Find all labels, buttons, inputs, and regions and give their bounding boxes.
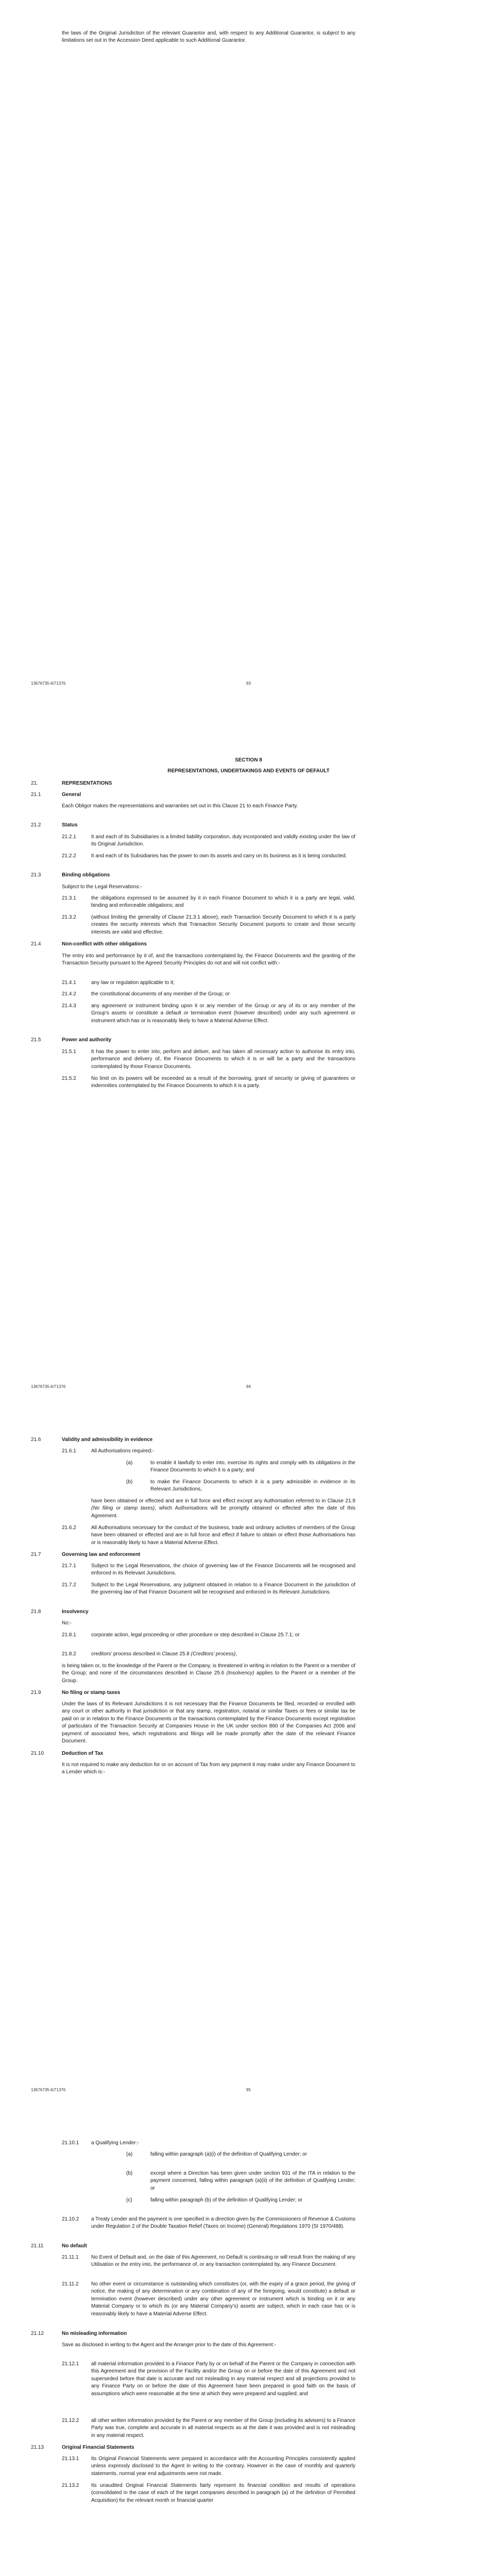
text-run: the obligations expressed to be assumed by it in each Finance Document to which it is a party are legal, valid, binding and enforceable obligations; and	[91, 895, 355, 909]
text-run: applies to the Parent or a member of the Group.	[62, 1670, 355, 1684]
clause-number: 21.4.2	[62, 991, 76, 997]
clause-paragraph	[91, 895, 355, 910]
text-run: Save as disclosed in writing to the Agent and the Arranger prior to the date of this Agreement:-	[62, 2342, 276, 2348]
clause-number: 21.4.1	[62, 980, 76, 986]
text-run: All Authorisations required:-	[91, 1448, 155, 1454]
clause-reference-italic: (Creditors’ process)	[191, 1651, 236, 1657]
clause-paragraph	[91, 914, 355, 936]
clause-paragraph	[91, 991, 355, 998]
text-run: the constitutional documents of any member of the Group; or	[91, 991, 230, 997]
clause-number: 21.3	[31, 872, 41, 878]
text-run: It is not required to make any deduction for or on account of Tax from any payment it may make under any Finance Document to a Lender which is:-	[62, 1762, 355, 1775]
clause-number: 21.9	[31, 1690, 41, 1696]
clause-paragraph	[150, 2170, 355, 2192]
text-run: Its Original Financial Statements were prepared in accordance with the Accounting Principles consistently applied unless expressly disclosed to the Agent in writing to the contrary. However in the case of monthly and quarterly statements, normal year end adjustments were not made.	[91, 2456, 355, 2477]
text-run: all other written information provided by the Parent or any member of the Group (including its advisers) to a Finance Party was true, complete and accurate in all material respects as at the date it was provided and is not misleading in any material respect.	[91, 2418, 355, 2438]
clause-paragraph	[91, 2455, 355, 2478]
clause-number: 21.5.1	[62, 1049, 76, 1055]
clause-heading: Status	[62, 822, 78, 828]
text-run: Subject to the Legal Reservations, the choice of governing law of the Finance Documents will be recognised and enforced in its Relevant Jurisdictions.	[91, 1563, 355, 1577]
clause-paragraph	[91, 2281, 355, 2318]
clause-number: 21.7	[31, 1552, 41, 1557]
clause-heading: Binding obligations	[62, 872, 110, 878]
text-run: creditors’ process described in Clause 25.8	[91, 1651, 191, 1657]
clause-paragraph	[91, 2254, 355, 2269]
clause-paragraph	[150, 2197, 355, 2204]
text-run: Under the laws of its Relevant Jurisdictions it is not necessary that the Finance Documents be filed, recorded or enrolled with any court or other authority in that jurisdiction or that any stamp, registration, notarial or similar Taxes or fees or similar tax be paid on or in relation to the Finance Documents or the transactions contemplated by the Finance Documents except registration of particulars of the Transaction Security at Companies House in the UK under section 860 of the Companies Act 2006 and payment of associated fees, which registrations and filings will be made promptly after the date of the relevant Finance Document.	[62, 1701, 355, 1744]
text-run: any law or regulation applicable to it;	[91, 980, 175, 986]
text-run: all material information provided to a Finance Party by or on behalf of the Parent or the Company in connection with this Agreement and the provision of the Facility and/or the Group on or before the date of this Agreement and not superseded before that date is accurate and not misleading in any material respect and all projections provided to any Finance Party on or before the date of this Agreement have been prepared in good faith on the basis of assumptions which were reasonable at the time at which they were prepared and supplied; and	[91, 2361, 355, 2397]
clause-number: 21.8.1	[62, 1632, 76, 1638]
clause-paragraph	[62, 30, 355, 45]
clause-number: 21.4	[31, 941, 41, 947]
clause-paragraph	[91, 979, 355, 987]
page-number: 95	[246, 2088, 251, 2092]
clause-paragraph	[91, 1582, 355, 1597]
text-run: All Authorisations necessary for the conduct of the business, trade and ordinary activities of members of the Group have been obtained or effected and are in full force and effect if failure to obtain or effect those Authorisations has or is reasonably likely to have a Material Adverse Effect.	[91, 1525, 355, 1546]
clause-paragraph	[62, 884, 355, 891]
clause-number: 21.2.1	[62, 834, 76, 840]
clause-heading: Validity and admissibility in evidence	[62, 1437, 153, 1443]
clause-number: 21.13.2	[62, 2483, 79, 2488]
clause-paragraph	[91, 1563, 355, 1578]
page-96	[0, 2110, 497, 2576]
clause-paragraph	[62, 1620, 355, 1627]
section-heading: SECTION 8	[235, 757, 262, 763]
clause-heading: No filing or stamp taxes	[62, 1690, 121, 1696]
text-run: No Event of Default and, on the date of this Agreement, no Default is continuing or will result from the making of any Utilisation or the entry into, the performance of, or any transaction contemplated by, any Finance Document.	[91, 2255, 355, 2268]
footer-document-reference: 13676735-6/71376	[31, 2088, 66, 2092]
clause-number: 21.10.2	[62, 2216, 79, 2222]
clause-heading: Deduction of Tax	[62, 1751, 104, 1756]
clause-number: 21.7.2	[62, 1582, 76, 1588]
clause-paragraph	[91, 853, 355, 860]
text-run: No limit on its powers will be exceeded as a result of the borrowing, grant of security or giving of guarantees or indemnities contemplated by the Finance Documents to which it is a party.	[91, 1076, 355, 1089]
clause-paragraph	[91, 1003, 355, 1025]
page-number: 93	[246, 681, 251, 686]
clause-heading: REPRESENTATIONS	[62, 781, 112, 786]
clause-number: 21.12	[31, 2331, 44, 2336]
clause-number: (a)	[126, 1460, 133, 1466]
clause-number: 21.13	[31, 2445, 44, 2450]
text-run: It and each of its Subsidiaries has the power to own its assets and carry on its business as it is being conducted.	[91, 853, 347, 859]
clause-paragraph	[62, 1701, 355, 1745]
page-93	[0, 0, 497, 703]
clause-number: 21.6	[31, 1437, 41, 1443]
clause-number: 21.5.2	[62, 1076, 76, 1081]
clause-number: 21.6.2	[62, 1525, 76, 1531]
clause-paragraph	[150, 2151, 355, 2158]
clause-heading: Governing law and enforcement	[62, 1552, 141, 1557]
clause-number: 21.6.1	[62, 1448, 76, 1454]
clause-paragraph	[62, 953, 355, 968]
clause-paragraph	[91, 1651, 355, 1658]
clause-number: 21.8	[31, 1609, 41, 1615]
clause-paragraph	[91, 1498, 355, 1520]
clause-paragraph	[91, 1448, 355, 1455]
clause-number: 21.11	[31, 2243, 44, 2249]
clause-paragraph	[91, 2482, 355, 2504]
clause-paragraph	[150, 1460, 355, 1475]
clause-number: 21.1	[31, 792, 41, 798]
page-94	[0, 703, 497, 1406]
clause-heading: Non-conflict with other obligations	[62, 941, 147, 947]
clause-number: 21.2.2	[62, 853, 76, 859]
clause-paragraph	[91, 1048, 355, 1071]
text-run: The entry into and performance by it of, and the transactions contemplated by, the Finance Documents and the granting of the Transaction Security pursuant to the Agreed Security Principles do not and will not conflict with:-	[62, 953, 355, 967]
clause-number: 21.8.2	[62, 1651, 76, 1657]
text-run: Each Obligor makes the representations and warranties set out in this Clause 21 to each Finance Party.	[62, 803, 298, 809]
clause-heading: No default	[62, 2243, 87, 2249]
text-run: to make the Finance Documents to which it is a party admissible in evidence in its Relevant Jurisdictions,	[150, 1479, 355, 1493]
clause-paragraph	[91, 2140, 355, 2147]
section-heading: REPRESENTATIONS, UNDERTAKINGS AND EVENTS OF DEFAULT	[167, 768, 330, 774]
clause-number: (b)	[126, 2171, 133, 2176]
clause-paragraph	[62, 1761, 355, 1776]
clause-number: 21.12.1	[62, 2361, 79, 2367]
text-run: It has the power to enter into, perform and deliver, and has taken all necessary action to authorise its entry into, performance and delivery of, the Finance Documents to which it is or will be a party and the transactions contemplated by those Finance Documents.	[91, 1049, 355, 1070]
clause-heading: Power and authority	[62, 1037, 112, 1043]
clause-paragraph	[91, 2417, 355, 2439]
text-run: a Treaty Lender and the payment is one specified in a direction given by the Commissioners of Revenue & Customs under Regulation 2 of the Double Taxation Relief (Taxes on Income) (General) Regulations 1970 (SI 1970/488).	[91, 2216, 355, 2230]
clause-paragraph	[91, 1075, 355, 1090]
text-run: falling within paragraph (a)(i) of the definition of Qualifying Lender; or	[150, 2151, 307, 2157]
text-run: ,	[235, 1651, 237, 1657]
clause-paragraph	[62, 803, 355, 810]
text-run: corporate action, legal proceeding or other procedure or step described in Clause 25.7.1; or	[91, 1632, 300, 1638]
clause-number: 21.5	[31, 1037, 41, 1043]
clause-heading: No misleading information	[62, 2331, 127, 2336]
clause-paragraph	[91, 1632, 355, 1639]
page-number: 94	[246, 1384, 251, 1389]
clause-number: 21.	[31, 781, 38, 786]
footer-document-reference: 13676735-6/71376	[31, 681, 66, 686]
text-run: (without limiting the generality of Clause 21.3.1 above), each Transaction Security Document to which it is a party creates the security interests which that Transaction Security Document purports to create and those security interests are valid and effective.	[91, 914, 355, 935]
text-run: Its unaudited Original Financial Statements fairly represent its financial condition and results of operations (consolidated in the case of each of the target companies described in paragraph (a) of the definition of Permitted Acquisition) for the relevant month or financial quarter	[91, 2483, 355, 2503]
text-run: have been obtained or effected and are in full force and effect except any Authorisation referred to in Clause 21.9	[91, 1498, 355, 1504]
clause-number: (b)	[126, 1479, 133, 1485]
text-run: any agreement or instrument binding upon it or any member of the Group or any of its or any member of the Group’s assets or constitute a default or termination event (however described) under any such agreement or instrument which has or is reasonably likely to have a Material Adverse Effect.	[91, 1003, 355, 1024]
clause-paragraph	[62, 1663, 355, 1685]
clause-number: 21.10.1	[62, 2140, 79, 2146]
clause-number: 21.4.3	[62, 1003, 76, 1009]
clause-number: (a)	[126, 2151, 133, 2157]
text-run: It and each of its Subsidiaries is a limited liability corporation, duly incorporated and validly existing under the law of its Original Jurisdiction.	[91, 834, 355, 848]
clause-paragraph	[91, 2361, 355, 2398]
clause-paragraph	[91, 834, 355, 849]
clause-heading: Insolvency	[62, 1609, 89, 1615]
clause-number: 21.3.2	[62, 914, 76, 920]
clause-paragraph	[91, 1524, 355, 1547]
text-run: , which Authorisations will be promptly obtained or effected after the date of this Agreement.	[91, 1505, 355, 1519]
text-run: a Qualifying Lender:-	[91, 2140, 139, 2146]
clause-number: 21.3.1	[62, 895, 76, 901]
clause-number: 21.12.2	[62, 2418, 79, 2424]
clause-number: (c)	[126, 2197, 132, 2203]
clause-number: 21.11.2	[62, 2281, 79, 2287]
clause-heading: Original Financial Statements	[62, 2445, 134, 2450]
clause-number: 21.11.1	[62, 2255, 79, 2260]
text-run: falling within paragraph (b) of the definition of Qualifying Lender; or	[150, 2197, 303, 2203]
clause-paragraph	[150, 1479, 355, 1494]
text-run: the laws of the Original Jurisdiction of the relevant Guarantor and, with respect to any Additional Guarantor, is subject to any limitations set out in the Accession Deed applicable to such Additional Guarantor.	[62, 30, 355, 44]
clause-number: 21.13.1	[62, 2456, 79, 2462]
text-run: is being taken or, to the knowledge of the Parent or the Company, is threatened in writing in relation to the Parent or a member of the Group; and none of the circumstances described in Clause 25.6	[62, 1663, 355, 1676]
clause-reference-italic: (Insolvency)	[226, 1670, 254, 1676]
clause-number: 21.2	[31, 822, 41, 828]
text-run: to enable it lawfully to enter into, exercise its rights and comply with its obligations in the Finance Documents to which it is a party; and	[150, 1460, 355, 1473]
clause-heading: General	[62, 792, 81, 798]
text-run: Subject to the Legal Reservations:-	[62, 884, 142, 890]
clause-reference-italic: (No filing or stamp taxes)	[91, 1505, 155, 1512]
clause-paragraph	[62, 2342, 355, 2349]
clause-paragraph	[91, 2216, 355, 2231]
text-run: No other event or circumstance is outstanding which constitutes (or, with the expiry of a grace period, the giving of notice, the making of any determination or any combination of any of the foregoing, would constitute) a default or termination event (however described) under any other agreement or instrument which is binding on it or any Material Company or to which its (or any Material Company’s) assets are subject, which in each case has or is reasonably likely to have a Material Adverse Effect.	[91, 2281, 355, 2317]
text-run: except where a Direction has been given under section 931 of the ITA in relation to the payment concerned, falling within paragraph (a)(ii) of the definition of Qualifying Lender; or	[150, 2171, 355, 2191]
clause-number: 21.7.1	[62, 1563, 76, 1569]
clause-number: 21.10	[31, 1751, 44, 1756]
page-95	[0, 1406, 497, 2110]
text-run: Subject to the Legal Reservations, any judgment obtained in relation to a Finance Document in the jurisdiction of the governing law of that Finance Document will be recognised and enforced in its Relevant Jurisdictions.	[91, 1582, 355, 1596]
footer-document-reference: 13676735-6/71376	[31, 1384, 66, 1389]
text-run: No:-	[62, 1620, 72, 1626]
